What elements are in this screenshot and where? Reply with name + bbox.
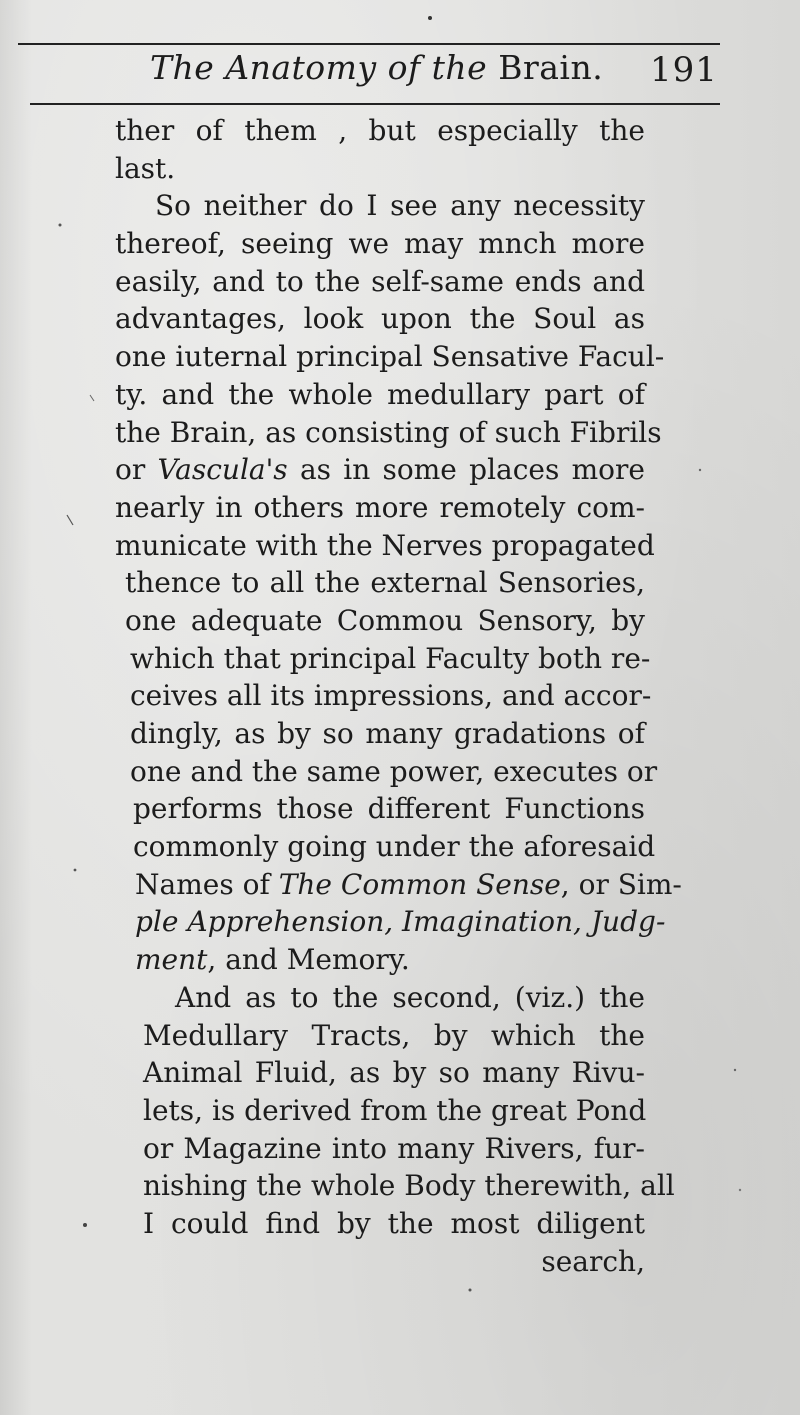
text-line: Names of The Common Sense, or Sim- [135, 867, 682, 901]
text-line: advantages, look upon the Soul as [115, 302, 645, 336]
text-line: or Vascula's as in some places more [115, 453, 645, 487]
page-number: 191 [650, 50, 718, 90]
text-line: Animal Fluid, as by so many Rivu- [143, 1056, 645, 1090]
text-line: thereof, seeing we may mnch more [115, 227, 645, 261]
text-line: easily, and to the self-same ends and [115, 264, 645, 298]
text-line: Medullary Tracts, by which the [143, 1018, 645, 1052]
text-line: nearly in others more remotely com- [115, 490, 645, 524]
text-line: the Brain, as consisting of such Fibrils [115, 415, 662, 449]
text-line: one and the same power, executes or [130, 754, 658, 788]
text-line: ther of them , but especially the [115, 114, 645, 147]
text-line: ty. and the whole medullary part of [115, 377, 645, 411]
body-text [115, 112, 682, 1280]
text-line: last. [115, 151, 176, 185]
text-line: And as to the second, (viz.) the [175, 980, 645, 1014]
text-line: lets, is derived from the great Pond [143, 1093, 647, 1127]
running-head-title [150, 48, 603, 87]
running-head-italic: The Anatomy of the [150, 48, 488, 87]
text-line: search, [541, 1244, 645, 1278]
text-line: I could find by the most diligent [143, 1206, 645, 1240]
text-line: thence to all the external Sensories, [125, 566, 645, 600]
text-line: So neither do I see any necessity [155, 189, 645, 223]
text-line: commonly going under the aforesaid [133, 830, 656, 864]
text-line: dingly, as by so many gradations of [130, 717, 645, 750]
text-line: nishing the whole Body therewith, all [143, 1169, 675, 1203]
text-line: one adequate Commou Sensory, by [125, 603, 645, 637]
text-line: or Magazine into many Rivers, fur- [143, 1131, 645, 1165]
text-line: performs those different Functions [133, 792, 645, 826]
text-line: municate with the Nerves propagated [115, 528, 655, 562]
header-rule-top [18, 43, 720, 45]
text-line: ment, and Memory. [135, 943, 410, 977]
text-line: which that principal Faculty both re- [130, 641, 651, 675]
running-head-roman: Brain. [498, 48, 604, 87]
text-line: ple Apprehension, Imagination, Judg- [135, 905, 666, 939]
text-line: ceives all its impressions, and accor- [130, 679, 652, 713]
text-line: one iuternal principal Sensative Facul- [115, 340, 665, 374]
header-rule-bottom [30, 103, 720, 105]
